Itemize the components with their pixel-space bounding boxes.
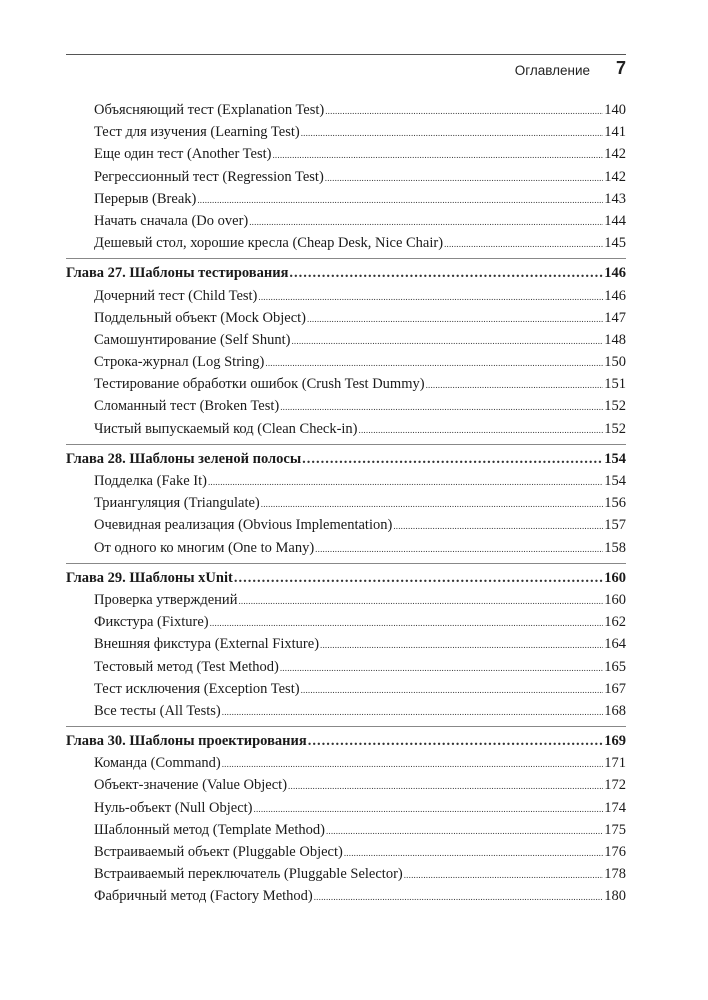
entry-title: Перерыв (Break) bbox=[94, 190, 197, 207]
dot-leader bbox=[238, 589, 603, 612]
entry-page-number: 180 bbox=[604, 888, 626, 905]
entry-title: Встраиваемый объект (Pluggable Object) bbox=[94, 844, 343, 860]
chapter-block bbox=[66, 444, 626, 559]
entry-title: Встраиваемый переключатель (Pluggable Selector) bbox=[94, 866, 403, 883]
dot-leader bbox=[261, 492, 603, 515]
toc-entry[interactable] bbox=[66, 611, 626, 633]
entry-page-number: 156 bbox=[604, 495, 626, 512]
chapter-title: Глава 28. Шаблоны зеленой полосы bbox=[66, 450, 302, 467]
dot-leader bbox=[301, 678, 604, 701]
toc-entry[interactable] bbox=[66, 841, 626, 863]
entry-page-number: 147 bbox=[604, 309, 626, 326]
toc-entry[interactable] bbox=[66, 418, 626, 440]
running-title: Оглавление bbox=[514, 63, 590, 78]
dot-leader bbox=[254, 797, 604, 820]
entry-page-number: 172 bbox=[604, 777, 626, 794]
entry-page-number: 171 bbox=[604, 755, 626, 772]
entry-page-number: 160 bbox=[604, 591, 626, 608]
dot-leader bbox=[280, 395, 603, 418]
dot-leader bbox=[291, 329, 603, 352]
chapter-heading[interactable] bbox=[66, 448, 626, 470]
toc-entry[interactable] bbox=[66, 99, 626, 121]
entry-title: Чистый выпускаемый код (Clean Check-in) bbox=[94, 420, 358, 437]
dot-leader bbox=[404, 863, 604, 886]
entry-title: Фабричный метод (Factory Method) bbox=[94, 888, 313, 905]
dot-leader bbox=[326, 819, 603, 842]
toc-entry[interactable] bbox=[66, 492, 626, 514]
chapter-block bbox=[66, 258, 626, 440]
toc-entry[interactable] bbox=[66, 143, 626, 165]
entry-page-number: 169 bbox=[604, 733, 626, 750]
entry-page-number: 174 bbox=[604, 799, 626, 816]
entry-page-number: 164 bbox=[604, 636, 626, 653]
dot-leader bbox=[301, 121, 604, 144]
dot-leader bbox=[393, 514, 603, 537]
entry-page-number: 142 bbox=[604, 146, 626, 163]
entry-page-number: 148 bbox=[604, 331, 626, 348]
entry-title: Дешевый стол, хорошие кресла (Cheap Desk, Nice Chair) bbox=[94, 235, 444, 252]
dot-leader bbox=[272, 143, 603, 166]
toc-entry[interactable] bbox=[66, 210, 626, 232]
dot-leader bbox=[288, 774, 603, 797]
toc-entry[interactable] bbox=[66, 121, 626, 143]
entry-title: Объясняющий тест (Explanation Test) bbox=[94, 102, 325, 118]
toc-entry[interactable] bbox=[66, 797, 626, 819]
entry-title: Еще один тест (Another Test) bbox=[94, 146, 272, 163]
entry-title: Тест для изучения (Learning Test) bbox=[94, 124, 300, 141]
dot-leader bbox=[320, 633, 603, 656]
continued-block bbox=[66, 99, 626, 254]
toc-entry[interactable] bbox=[66, 351, 626, 373]
entry-page-number: 152 bbox=[604, 398, 626, 415]
entry-page-number: 152 bbox=[604, 420, 626, 437]
toc-entry[interactable] bbox=[66, 774, 626, 796]
dot-leader bbox=[222, 700, 603, 723]
toc-entry[interactable] bbox=[66, 819, 626, 841]
chapter-block bbox=[66, 563, 626, 722]
chapter-heading[interactable] bbox=[66, 730, 626, 752]
dot-leader bbox=[444, 232, 603, 255]
dot-leader bbox=[307, 307, 603, 330]
entry-page-number: 157 bbox=[604, 517, 626, 534]
entry-page-number: 165 bbox=[604, 658, 626, 675]
chapter-heading[interactable] bbox=[66, 262, 626, 284]
entry-title: Самошунтирование (Self Shunt) bbox=[94, 331, 291, 348]
dot-leader bbox=[289, 262, 603, 284]
entry-page-number: 154 bbox=[604, 473, 626, 489]
entry-page-number: 141 bbox=[604, 124, 626, 141]
dot-leader bbox=[325, 99, 603, 122]
entry-page-number: 150 bbox=[604, 354, 626, 371]
entry-title: Все тесты (All Tests) bbox=[94, 702, 221, 719]
dot-leader bbox=[359, 418, 604, 441]
toc-entry[interactable] bbox=[66, 166, 626, 188]
toc-entry[interactable] bbox=[66, 285, 626, 307]
toc-entry[interactable] bbox=[66, 700, 626, 722]
entry-page-number: 154 bbox=[604, 450, 626, 467]
dot-leader bbox=[302, 448, 603, 470]
toc-entry[interactable] bbox=[66, 678, 626, 700]
entry-page-number: 176 bbox=[604, 844, 626, 860]
toc-entry[interactable] bbox=[66, 656, 626, 678]
chapter-title: Глава 30. Шаблоны проектирования bbox=[66, 733, 307, 750]
toc-entry[interactable] bbox=[66, 329, 626, 351]
entry-title: Команда (Command) bbox=[94, 755, 221, 772]
entry-page-number: 145 bbox=[604, 235, 626, 252]
page-header bbox=[66, 54, 626, 77]
dot-leader bbox=[222, 752, 604, 775]
entry-page-number: 178 bbox=[604, 866, 626, 883]
entry-title: Подделка (Fake It) bbox=[94, 473, 207, 489]
toc-entry[interactable] bbox=[66, 470, 626, 492]
entry-page-number: 140 bbox=[604, 102, 626, 118]
dot-leader bbox=[325, 166, 603, 189]
chapter-title: Глава 29. Шаблоны xUnit bbox=[66, 569, 233, 586]
entry-page-number: 160 bbox=[604, 569, 626, 586]
entry-title: Нуль-объект (Null Object) bbox=[94, 799, 253, 816]
entry-title: От одного ко многим (One to Many) bbox=[94, 539, 315, 556]
dot-leader bbox=[234, 567, 603, 589]
toc-entry[interactable] bbox=[66, 633, 626, 655]
dot-leader bbox=[308, 730, 604, 752]
table-of-contents bbox=[66, 99, 626, 908]
dot-leader bbox=[314, 885, 604, 908]
toc-entry[interactable] bbox=[66, 307, 626, 329]
chapter-heading[interactable] bbox=[66, 567, 626, 589]
entry-title: Триангуляция (Triangulate) bbox=[94, 495, 260, 512]
dot-leader bbox=[315, 537, 603, 560]
entry-title: Фикстура (Fixture) bbox=[94, 614, 209, 631]
page-number: 7 bbox=[615, 58, 626, 78]
toc-entry[interactable] bbox=[66, 537, 626, 559]
dot-leader bbox=[265, 351, 603, 374]
dot-leader bbox=[208, 470, 603, 493]
toc-entry[interactable] bbox=[66, 589, 626, 611]
dot-leader bbox=[210, 611, 604, 634]
dot-leader bbox=[426, 373, 604, 396]
toc-entry[interactable] bbox=[66, 395, 626, 417]
entry-page-number: 175 bbox=[604, 821, 626, 838]
toc-entry[interactable] bbox=[66, 373, 626, 395]
entry-page-number: 146 bbox=[604, 265, 626, 282]
entry-title: Регрессионный тест (Regression Test) bbox=[94, 168, 324, 185]
entry-title: Тестовый метод (Test Method) bbox=[94, 658, 279, 675]
entry-title: Поддельный объект (Mock Object) bbox=[94, 309, 307, 326]
chapter-block bbox=[66, 726, 626, 908]
entry-title: Объект-значение (Value Object) bbox=[94, 777, 288, 794]
toc-entry[interactable] bbox=[66, 514, 626, 536]
entry-page-number: 142 bbox=[604, 168, 626, 185]
entry-page-number: 143 bbox=[604, 190, 626, 207]
toc-entry[interactable] bbox=[66, 885, 626, 907]
chapter-title: Глава 27. Шаблоны тестирования bbox=[66, 265, 289, 282]
entry-page-number: 158 bbox=[604, 539, 626, 556]
entry-title: Начать сначала (Do over) bbox=[94, 212, 249, 229]
dot-leader bbox=[280, 656, 603, 679]
dot-leader bbox=[258, 285, 603, 308]
entry-page-number: 162 bbox=[604, 614, 626, 631]
toc-entry[interactable] bbox=[66, 188, 626, 210]
entry-title: Внешняя фикстура (External Fixture) bbox=[94, 636, 320, 653]
entry-page-number: 151 bbox=[604, 376, 626, 393]
entry-title: Тестирование обработки ошибок (Crush Test Dummy) bbox=[94, 376, 425, 393]
entry-page-number: 167 bbox=[604, 680, 626, 697]
entry-title: Сломанный тест (Broken Test) bbox=[94, 398, 280, 415]
entry-title: Шаблонный метод (Template Method) bbox=[94, 821, 325, 838]
entry-page-number: 168 bbox=[604, 702, 626, 719]
entry-title: Тест исключения (Exception Test) bbox=[94, 680, 300, 697]
toc-entry[interactable] bbox=[66, 232, 626, 254]
toc-entry[interactable] bbox=[66, 752, 626, 774]
entry-title: Проверка утверждений bbox=[94, 591, 238, 608]
dot-leader bbox=[344, 841, 603, 864]
entry-title: Очевидная реализация (Obvious Implementation) bbox=[94, 517, 393, 534]
toc-entry[interactable] bbox=[66, 863, 626, 885]
entry-page-number: 146 bbox=[604, 287, 626, 304]
entry-page-number: 144 bbox=[604, 212, 626, 229]
entry-title: Дочерний тест (Child Test) bbox=[94, 287, 258, 304]
dot-leader bbox=[197, 188, 603, 211]
entry-title: Строка-журнал (Log String) bbox=[94, 354, 265, 371]
dot-leader bbox=[249, 210, 603, 233]
